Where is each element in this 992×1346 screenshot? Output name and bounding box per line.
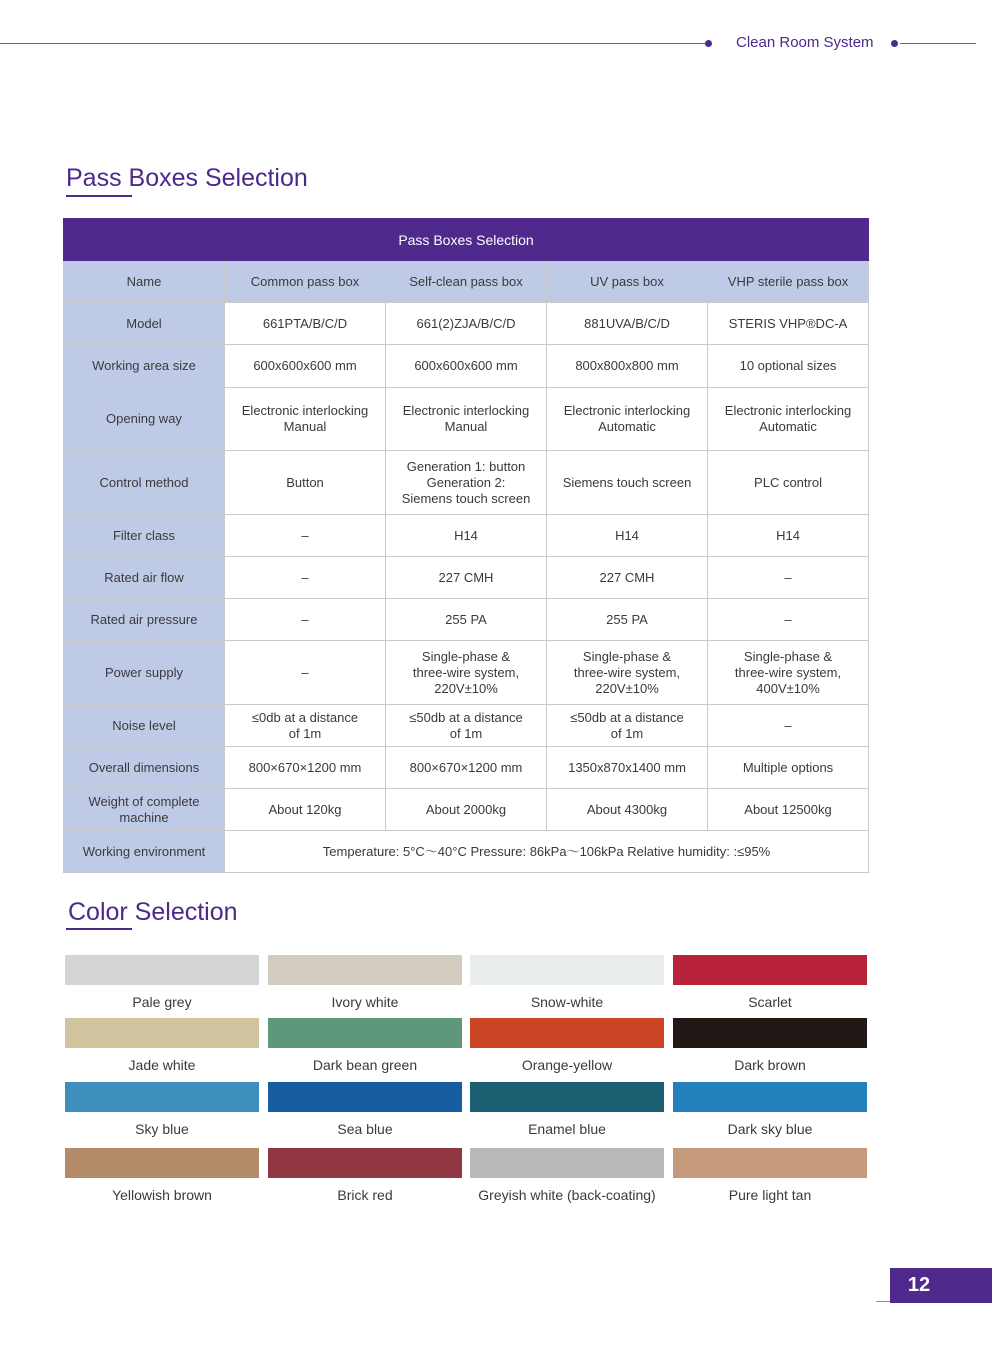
cell-line: Button (286, 474, 324, 490)
pass-boxes-table-body (64, 219, 869, 873)
row-label: Working environment (64, 831, 225, 873)
color-swatch (268, 1082, 462, 1112)
color-swatch (673, 1082, 867, 1112)
table-cell (708, 451, 869, 515)
row-label (64, 789, 225, 831)
table-cell (386, 641, 547, 705)
table-row (64, 789, 869, 831)
table-cell: 1350x870x1400 mm (547, 747, 708, 789)
cell-line: Automatic (598, 419, 656, 434)
cell-line: machine (119, 809, 169, 825)
color-label: Dark sky blue (727, 1121, 813, 1137)
color-swatch (673, 955, 867, 985)
color-label: Brick red (337, 1187, 393, 1203)
color-swatch (65, 1148, 259, 1178)
table-row (64, 557, 869, 599)
cell-line: Manual (283, 419, 327, 434)
column-header: UV pass box (547, 261, 708, 303)
cell-line: Generation 1: button (406, 458, 526, 474)
color-swatch (65, 955, 259, 985)
table-row (64, 599, 869, 641)
table-row (64, 515, 869, 557)
cell-line: Electronic interlocking (241, 403, 369, 418)
table-cell: – (708, 599, 869, 641)
cell-line: Automatic (759, 419, 817, 434)
column-header: VHP sterile pass box (708, 261, 869, 303)
table-cell (547, 388, 708, 451)
table-cell: 600x600x600 mm (225, 345, 386, 388)
row-label: Control method (64, 451, 225, 515)
cell-line: Generation 2: (426, 474, 506, 490)
cell-line: three-wire system, (734, 664, 842, 680)
pass-boxes-title-underline (66, 195, 132, 197)
pass-boxes-section-title: Pass Boxes Selection (66, 164, 308, 192)
table-cell: 227 CMH (386, 557, 547, 599)
row-label: Model (64, 303, 225, 345)
color-label: Dark brown (734, 1057, 806, 1073)
table-cell: 881UVA/B/C/D (547, 303, 708, 345)
cell-line: Siemens touch screen (401, 490, 531, 506)
color-label: Enamel blue (528, 1121, 606, 1137)
table-title: Pass Boxes Selection (64, 219, 869, 261)
table-row (64, 705, 869, 747)
table-cell: H14 (386, 515, 547, 557)
header-title: Clean Room System (736, 34, 874, 51)
header-dot-left (705, 40, 712, 47)
table-cell (225, 451, 386, 515)
table-row (64, 345, 869, 388)
table-cell: – (225, 599, 386, 641)
table-cell (386, 451, 547, 515)
color-label: Jade white (128, 1057, 196, 1073)
table-row (64, 303, 869, 345)
table-cell (708, 705, 869, 747)
color-swatch (470, 1018, 664, 1048)
color-label: Pure light tan (728, 1187, 812, 1203)
cell-line: Siemens touch screen (562, 474, 692, 490)
color-swatch (268, 1018, 462, 1048)
table-title-row (64, 219, 869, 261)
column-header: Name (64, 261, 225, 303)
color-label: Yellowish brown (112, 1187, 212, 1203)
cell-line: PLC control (754, 474, 822, 490)
color-swatch (65, 1018, 259, 1048)
color-title-underline (66, 928, 132, 930)
color-swatch (268, 1148, 462, 1178)
table-cell (547, 451, 708, 515)
cell-line: Single-phase & (421, 648, 511, 664)
pass-boxes-table (63, 218, 869, 873)
row-label: Working area size (64, 345, 225, 388)
color-label: Dark bean green (312, 1057, 418, 1073)
table-cell (708, 388, 869, 451)
table-cell: – (708, 557, 869, 599)
table-cell: 255 PA (547, 599, 708, 641)
cell-line: ≤0db at a distance (251, 709, 359, 725)
color-label: Pale grey (132, 994, 192, 1010)
cell-line: Manual (444, 419, 488, 434)
cell-line: of 1m (449, 725, 483, 741)
cell-line: Single-phase & (743, 648, 833, 664)
color-label: Scarlet (748, 994, 792, 1010)
cell-line: three-wire system, (412, 664, 520, 680)
table-cell: 800×670×1200 mm (386, 747, 547, 789)
table-row (64, 451, 869, 515)
color-section-title: Color Selection (68, 898, 238, 926)
color-label: Orange-yellow (521, 1057, 613, 1073)
table-cell: 800×670×1200 mm (225, 747, 386, 789)
cell-line: Weight of complete (88, 793, 200, 809)
color-label: Snow-white (530, 994, 604, 1010)
table-cell (547, 705, 708, 747)
row-label: Rated air flow (64, 557, 225, 599)
cell-line: – (784, 717, 792, 733)
column-header: Common pass box (225, 261, 386, 303)
environment-value: Temperature: 5°C～40°C Pressure: 86kPa～106kPa Relative humidity: :≤95% (225, 831, 869, 873)
row-label: Opening way (64, 388, 225, 451)
cell-line: of 1m (610, 725, 644, 741)
table-cell: About 120kg (225, 789, 386, 831)
color-swatch (268, 955, 462, 985)
cell-line: Electronic interlocking (563, 403, 691, 418)
table-cell: About 2000kg (386, 789, 547, 831)
color-swatch (673, 1018, 867, 1048)
table-cell (225, 641, 386, 705)
table-cell: 800x800x800 mm (547, 345, 708, 388)
cell-line: 400V±10% (756, 680, 820, 696)
header-dot-right (891, 40, 898, 47)
page-number-rule (876, 1301, 890, 1302)
table-cell: 227 CMH (547, 557, 708, 599)
cell-line: of 1m (288, 725, 322, 741)
table-cell: 661(2)ZJA/B/C/D (386, 303, 547, 345)
table-cell: STERIS VHP®DC-A (708, 303, 869, 345)
color-label: Greyish white (back-coating) (478, 1187, 656, 1203)
table-cell (225, 388, 386, 451)
table-cell: – (225, 515, 386, 557)
color-label: Sea blue (337, 1121, 393, 1137)
table-cell: 10 optional sizes (708, 345, 869, 388)
table-cell: About 4300kg (547, 789, 708, 831)
color-swatch (65, 1082, 259, 1112)
cell-line: 220V±10% (595, 680, 659, 696)
table-cell (547, 641, 708, 705)
table-cell (386, 705, 547, 747)
table-cell: Multiple options (708, 747, 869, 789)
cell-line: Electronic interlocking (724, 403, 852, 418)
cell-line: ≤50db at a distance (409, 709, 523, 725)
table-cell: About 12500kg (708, 789, 869, 831)
cell-line: Electronic interlocking (402, 403, 530, 418)
color-swatch (470, 1148, 664, 1178)
column-header: Self-clean pass box (386, 261, 547, 303)
color-label: Sky blue (135, 1121, 189, 1137)
table-cell (386, 388, 547, 451)
page-number-box (890, 1268, 992, 1303)
cell-line: 220V±10% (434, 680, 498, 696)
row-label: Rated air pressure (64, 599, 225, 641)
table-row (64, 747, 869, 789)
row-label: Power supply (64, 641, 225, 705)
table-cell: H14 (708, 515, 869, 557)
color-label: Ivory white (331, 994, 399, 1010)
header-rule-right (900, 43, 976, 44)
color-swatch (470, 1082, 664, 1112)
table-cell: 255 PA (386, 599, 547, 641)
page-number: 12 (907, 1274, 931, 1296)
table-cell: 600x600x600 mm (386, 345, 547, 388)
row-label: Filter class (64, 515, 225, 557)
cell-line: ≤50db at a distance (570, 709, 684, 725)
table-cell (708, 641, 869, 705)
table-cell: 661PTA/B/C/D (225, 303, 386, 345)
table-row-environment (64, 831, 869, 873)
table-cell: – (225, 557, 386, 599)
table-cell (225, 705, 386, 747)
table-row (64, 388, 869, 451)
table-header-row (64, 261, 869, 303)
color-swatch (470, 955, 664, 985)
table-cell: H14 (547, 515, 708, 557)
row-label: Noise level (64, 705, 225, 747)
table-row (64, 641, 869, 705)
cell-line: – (301, 664, 309, 680)
row-label: Overall dimensions (64, 747, 225, 789)
color-swatch (673, 1148, 867, 1178)
header-rule-left (0, 43, 708, 44)
cell-line: Single-phase & (582, 648, 672, 664)
cell-line: three-wire system, (573, 664, 681, 680)
